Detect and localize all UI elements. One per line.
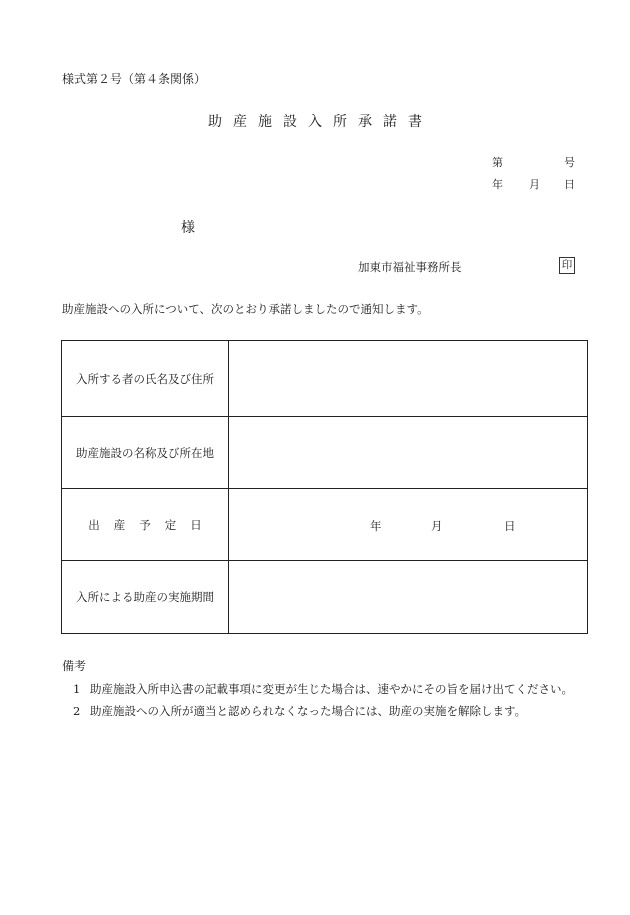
- form-number: 様式第２号（第４条関係）: [62, 72, 207, 86]
- note-text: 助産施設入所申込書の記載事項に変更が生じた場合は、速やかにその旨を届け出てください。: [90, 682, 573, 696]
- row-label-period: 入所による助産の実施期間: [62, 561, 229, 634]
- table-row: [62, 561, 588, 634]
- issuer-name: 加東市福祉事務所長: [358, 260, 462, 274]
- doc-number-suffix: 号: [564, 156, 575, 169]
- row-label-facility: 助産施設の名称及び所在地: [62, 417, 229, 489]
- note-number: 2: [73, 704, 81, 718]
- date-year: 年: [492, 178, 503, 191]
- note-text: 助産施設への入所が適当と認められなくなった場合には、助産の実施を解除します。: [90, 704, 527, 718]
- row-label-name-address: 入所する者の氏名及び住所: [62, 341, 229, 417]
- date-month: 月: [529, 178, 540, 191]
- notes-heading: 備考: [62, 659, 87, 673]
- table-row: [62, 489, 588, 561]
- table-row: [62, 341, 588, 417]
- intro-text: 助産施設への入所について、次のとおり承諾しましたので通知します。: [62, 302, 429, 316]
- row-value-period: [229, 561, 588, 634]
- note-number: 1: [73, 682, 81, 696]
- table-row: [62, 417, 588, 489]
- row-value-due-date: [229, 489, 588, 561]
- seal-mark: 印: [559, 257, 575, 274]
- note-item: [73, 703, 526, 719]
- row-value-name-address: [229, 341, 588, 417]
- due-date-year: 年: [370, 519, 382, 533]
- approval-table: [61, 340, 588, 634]
- date-day: 日: [564, 178, 575, 191]
- row-value-facility: [229, 417, 588, 489]
- note-item: [73, 681, 573, 697]
- due-date-day: 日: [504, 519, 516, 533]
- document-title: 助産施設入所承諾書: [208, 114, 433, 130]
- doc-number-prefix: 第: [492, 156, 503, 169]
- due-date-month: 月: [431, 519, 443, 533]
- row-label-due-date: 出産予定日: [62, 489, 229, 561]
- addressee-suffix: 様: [181, 220, 195, 236]
